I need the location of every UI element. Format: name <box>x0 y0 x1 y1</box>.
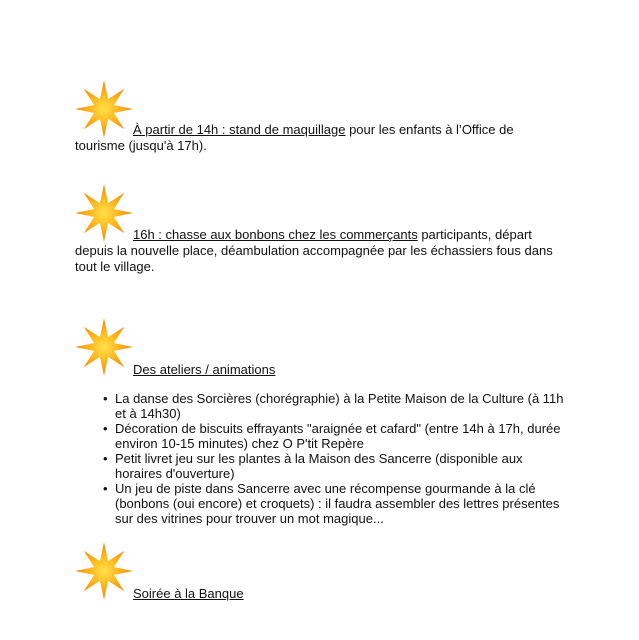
list-item <box>103 421 573 451</box>
section-heading: 16h : chasse aux bonbons chez les commerçants <box>133 227 418 242</box>
bullet: • <box>103 481 108 496</box>
list-item <box>103 451 573 481</box>
bullet: • <box>103 451 108 466</box>
list-item-text: Un jeu de piste dans Sancerre avec une récompense gourmande à la clé (bonbons (oui encore) et croquets) : il faudra assembler des lettres présentes sur des vitrines pour trouver un mot magique... <box>115 481 560 526</box>
list-item-text: Petit livret jeu sur les plantes à la Maison des Sancerre (disponible aux horaires d'ouverture) <box>115 451 523 481</box>
ateliers-list <box>103 391 573 526</box>
list-item-text: Décoration de biscuits effrayants "araignée et cafard" (entre 14h à 17h, durée environ 10-15 minutes) chez O P'tit Repère <box>115 421 561 451</box>
section-heading: Soirée à la Banque <box>133 586 244 601</box>
bullet: • <box>103 421 108 436</box>
section-maquillage <box>75 122 565 154</box>
section-heading: Des ateliers / animations <box>133 362 276 377</box>
section-ateliers <box>75 362 565 378</box>
section-heading: À partir de 14h : stand de maquillage <box>133 122 346 137</box>
list-item <box>103 481 573 526</box>
list-item <box>103 391 573 421</box>
section-soiree <box>75 586 565 602</box>
section-chasse-bonbons <box>75 227 565 275</box>
section-text: participants, départ depuis la nouvelle place, déambulation accompagnée par les échassiers fous dans tout le village. <box>75 227 553 274</box>
bullet: • <box>103 391 108 406</box>
section-text: pour les enfants à l’Office de tourisme (jusqu'à 17h). <box>75 122 514 153</box>
list-item-text: La danse des Sorcières (chorégraphie) à la Petite Maison de la Culture (à 11h et à 14h30) <box>115 391 564 421</box>
